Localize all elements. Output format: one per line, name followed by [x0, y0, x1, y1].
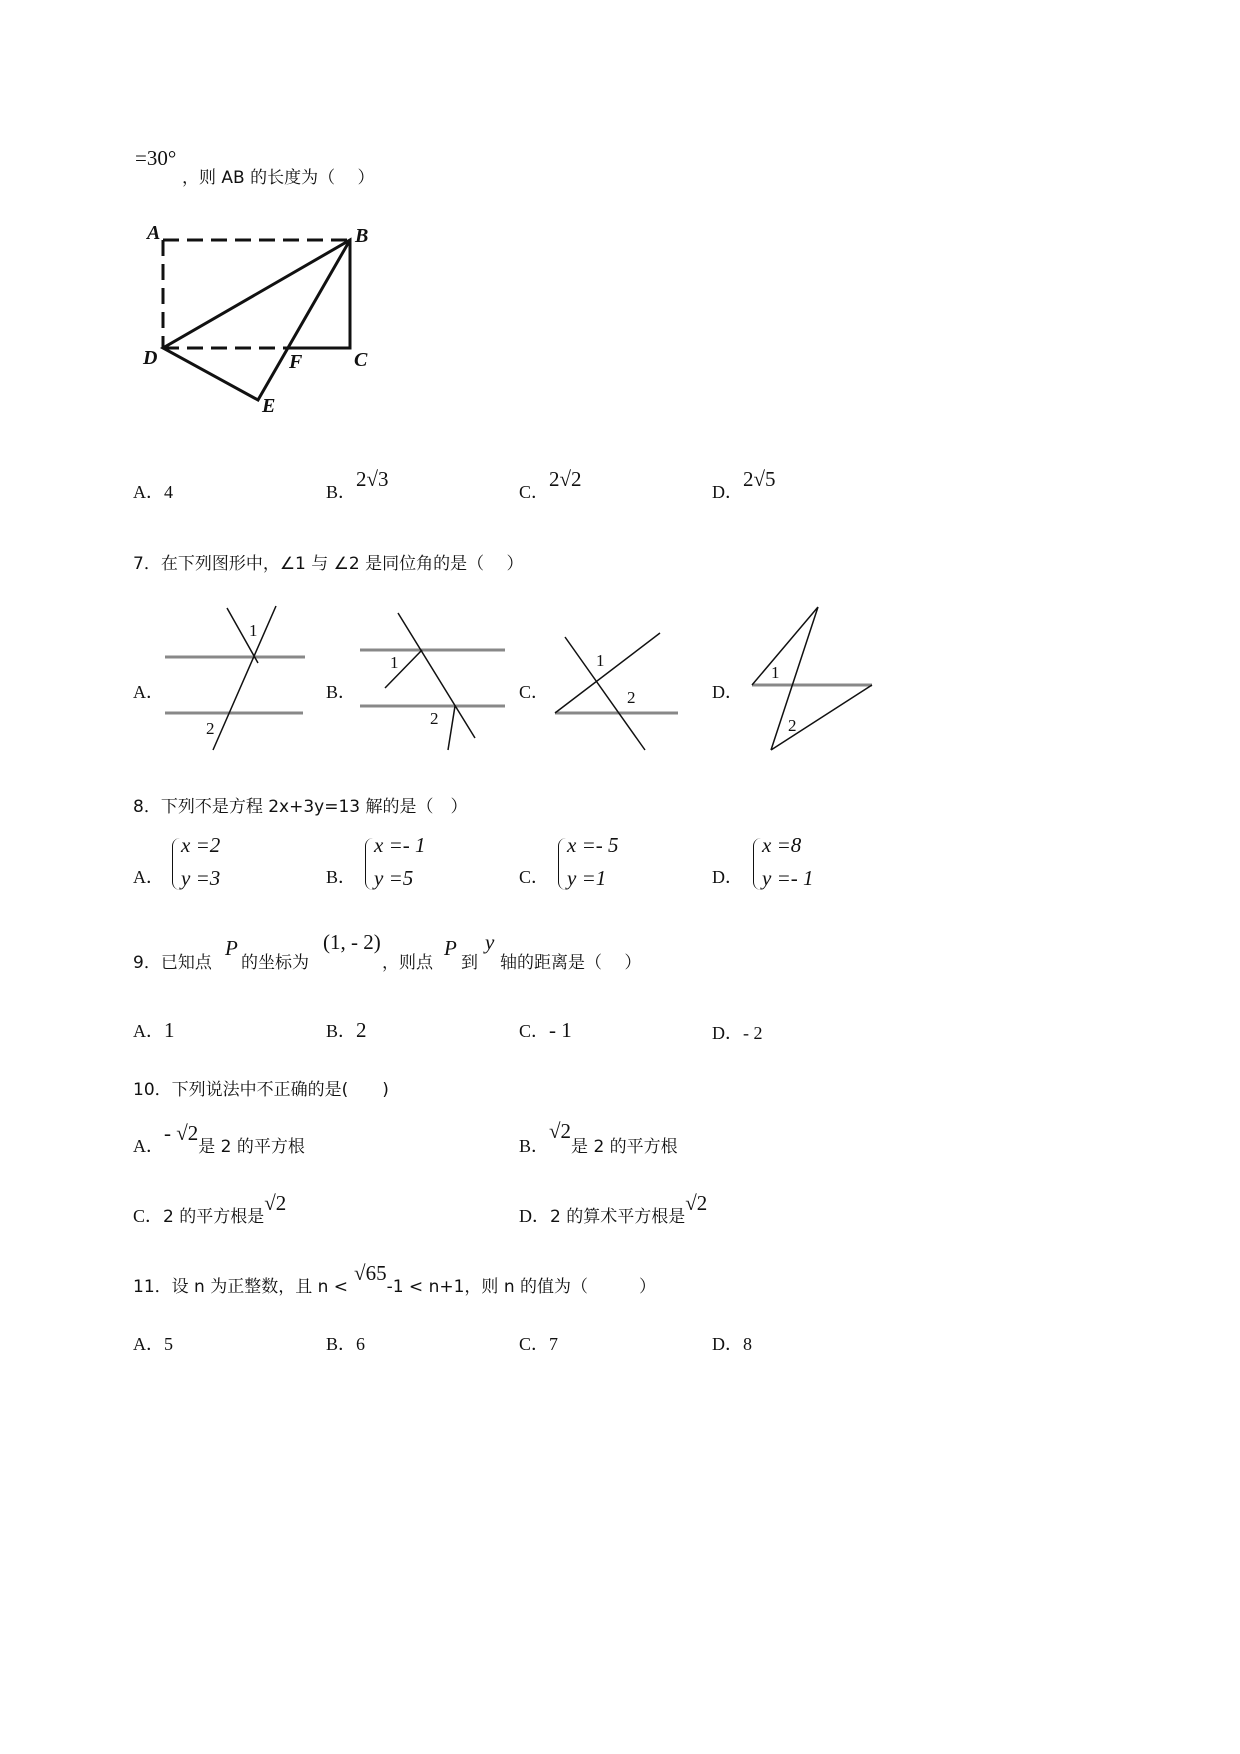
q6-angle: =30°	[135, 146, 177, 170]
q10-option-b: B．√2是 2 的平方根	[519, 1119, 678, 1157]
svg-text:2: 2	[788, 716, 797, 735]
q10-option-a: A．- √2是 2 的平方根	[133, 1121, 305, 1157]
q11-option-b: B．6	[326, 1334, 366, 1354]
q9-option-b: B．2	[326, 1018, 367, 1042]
q6-option-a: A．4	[133, 482, 173, 502]
q6-option-d: D．2√5	[712, 467, 776, 502]
q6-option-b: B．2√3	[326, 467, 389, 502]
q11-option-a: A．5	[133, 1334, 173, 1354]
q7-option-d[interactable]: D．	[712, 682, 743, 702]
q11-option-d: D．8	[712, 1334, 752, 1354]
label-D: D	[143, 347, 158, 369]
svg-text:1: 1	[249, 621, 258, 640]
label-E: E	[262, 395, 276, 417]
label-F: F	[289, 351, 303, 373]
q9-option-d: D．- 2	[712, 1023, 763, 1043]
q11-stem: 11．设 n 为正整数，且 n <√65-1 < n+1，则 n 的值为（ ）	[133, 1261, 656, 1297]
q6-stem: ，则 AB 的长度为（ ）	[182, 168, 375, 188]
svg-text:2: 2	[627, 688, 636, 707]
q9-option-c: C．- 1	[519, 1018, 572, 1042]
svg-text:1: 1	[771, 663, 780, 682]
q10-stem: 10．下列说法中不正确的是( )	[133, 1080, 389, 1100]
q6-option-c: C．2√2	[519, 467, 582, 502]
label-B: B	[355, 225, 369, 247]
q10-option-d: D．2 的算术平方根是√2	[519, 1191, 708, 1227]
q7-stem: 7．在下列图形中，∠1 与 ∠2 是同位角的是（ ）	[133, 554, 524, 574]
q11-option-c: C．7	[519, 1334, 559, 1354]
exam-page: =30° ，则 AB 的长度为（ ） A B C D E F A．4 B．2√3 C．2√2 D．2√5 7．在下列图形中，∠1 与 ∠2 是同位角的是（ ） A． B． C． D． 1 2 1 2 1 2 1 2 8．下列不是方程 2x+3y=13 解的是（ ） A． x =2 y =3 B． x =- 1 y =5 C． x =- 5 y =1 D． x =8 y =- 1 9．已知点 P 的坐标为 (1, - 2) ，则点 P 到 y 轴的距离是（ ） A．1 B．2 C．- 1 D．- 2 10．下列说法中不正确的是( ) A．- √2是 2 的平方根 B．√2是 2 的平方根 C．2 的平方根是√2 D．2 的算术平方根是√2 11．设 n 为正整数，且 n <√65-1 < n+1，则 n 的值为（ ） A．5 B．6 C．7 D．8	[0, 0, 1240, 1754]
svg-text:2: 2	[206, 719, 215, 738]
q7-option-a[interactable]: A．	[133, 682, 164, 702]
svg-text:1: 1	[596, 651, 605, 670]
label-C: C	[354, 349, 368, 371]
q10-option-c: C．2 的平方根是√2	[133, 1191, 287, 1227]
svg-text:1: 1	[390, 653, 399, 672]
q9-option-a: A．1	[133, 1018, 175, 1042]
svg-text:2: 2	[430, 709, 439, 728]
q7-option-c[interactable]: C．	[519, 682, 550, 702]
q7-option-b[interactable]: B．	[326, 682, 357, 702]
label-A: A	[147, 222, 161, 244]
q8-stem: 8．下列不是方程 2x+3y=13 解的是（ ）	[133, 797, 468, 817]
